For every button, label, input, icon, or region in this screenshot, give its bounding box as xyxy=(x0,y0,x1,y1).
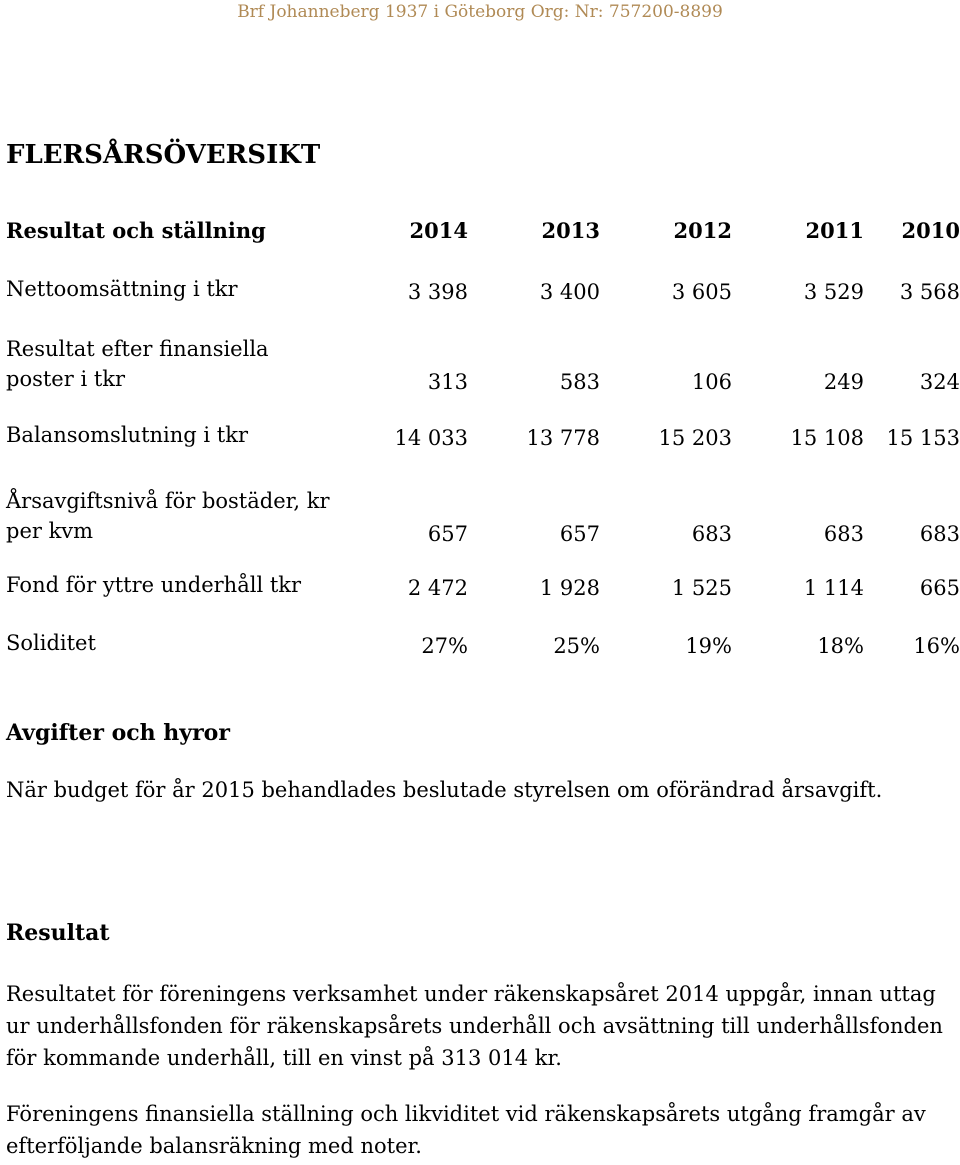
table-cell: 3 529 xyxy=(803,280,864,304)
multi-year-overview-table xyxy=(6,198,960,658)
table-cell: 16% xyxy=(913,634,960,658)
year-column-header: 2013 xyxy=(541,218,600,243)
row-label: Soliditet xyxy=(6,631,96,655)
table-cell: 583 xyxy=(559,370,600,394)
result-section-title: Resultat xyxy=(6,920,110,946)
table-row xyxy=(6,600,960,658)
table-cell: 3 568 xyxy=(899,280,960,304)
year-column-header: 2010 xyxy=(901,218,960,243)
row-label: Balansomslutning i tkr xyxy=(6,423,248,447)
row-label: Resultat efter finansiella poster i tkr xyxy=(6,337,269,391)
table-cell: 25% xyxy=(553,634,600,658)
financial-position-paragraph: Föreningens finansiella ställning och likviditet vid räkenskapsårets utgång framgår av efterföljande balansräkning med noter. xyxy=(6,1102,926,1158)
result-paragraph: Resultatet för föreningens verksamhet under räkenskapsåret 2014 uppgår, innan uttag ur underhållsfonden för räkenskapsårets underhåll och avsättning till underhållsfonden för kommande underhåll, till en vinst på 313 014 kr. xyxy=(6,982,943,1070)
table-cell: 683 xyxy=(691,522,732,546)
table-cell: 27% xyxy=(421,634,468,658)
fees-paragraph: När budget för år 2015 behandlades beslutade styrelsen om oförändrad årsavgift. xyxy=(6,778,883,802)
table-cell: 324 xyxy=(919,370,960,394)
table-cell: 13 778 xyxy=(526,426,600,450)
table-row xyxy=(6,546,960,600)
table-cell: 3 605 xyxy=(671,280,732,304)
table-cell: 313 xyxy=(427,370,468,394)
page-title: FLERSÅRSÖVERSIKT xyxy=(6,140,321,170)
table-cell: 665 xyxy=(919,576,960,600)
table-cell: 15 203 xyxy=(658,426,732,450)
table-row xyxy=(6,394,960,450)
page-header: Brf Johanneberg 1937 i Göteborg Org: Nr: 757200-8899 xyxy=(237,2,723,22)
row-label: Nettoomsättning i tkr xyxy=(6,277,238,301)
table-cell: 1 928 xyxy=(539,576,600,600)
table-cell: 18% xyxy=(817,634,864,658)
table-cell: 106 xyxy=(691,370,732,394)
table-cell: 15 108 xyxy=(790,426,864,450)
table-header-label: Resultat och ställning xyxy=(6,218,266,243)
table-cell: 657 xyxy=(559,522,600,546)
table-cell: 683 xyxy=(823,522,864,546)
table-cell: 3 398 xyxy=(407,280,468,304)
table-cell: 683 xyxy=(919,522,960,546)
table-row xyxy=(6,450,960,546)
table-cell: 1 525 xyxy=(671,576,732,600)
table-row xyxy=(6,304,960,394)
row-label: Fond för yttre underhåll tkr xyxy=(6,573,302,597)
table-cell: 15 153 xyxy=(886,426,960,450)
row-label: Årsavgiftsnivå för bostäder, kr per kvm xyxy=(6,489,330,543)
table-cell: 19% xyxy=(685,634,732,658)
table-cell: 2 472 xyxy=(407,576,468,600)
year-column-header: 2014 xyxy=(409,218,468,243)
year-column-header: 2012 xyxy=(673,218,732,243)
fees-section-title: Avgifter och hyror xyxy=(6,720,230,746)
table-cell: 3 400 xyxy=(539,280,600,304)
table-cell: 1 114 xyxy=(803,576,864,600)
table-cell: 14 033 xyxy=(394,426,468,450)
year-column-header: 2011 xyxy=(805,218,864,243)
table-cell: 249 xyxy=(823,370,864,394)
table-row xyxy=(6,246,960,304)
table-header-row xyxy=(6,198,960,246)
table-cell: 657 xyxy=(427,522,468,546)
